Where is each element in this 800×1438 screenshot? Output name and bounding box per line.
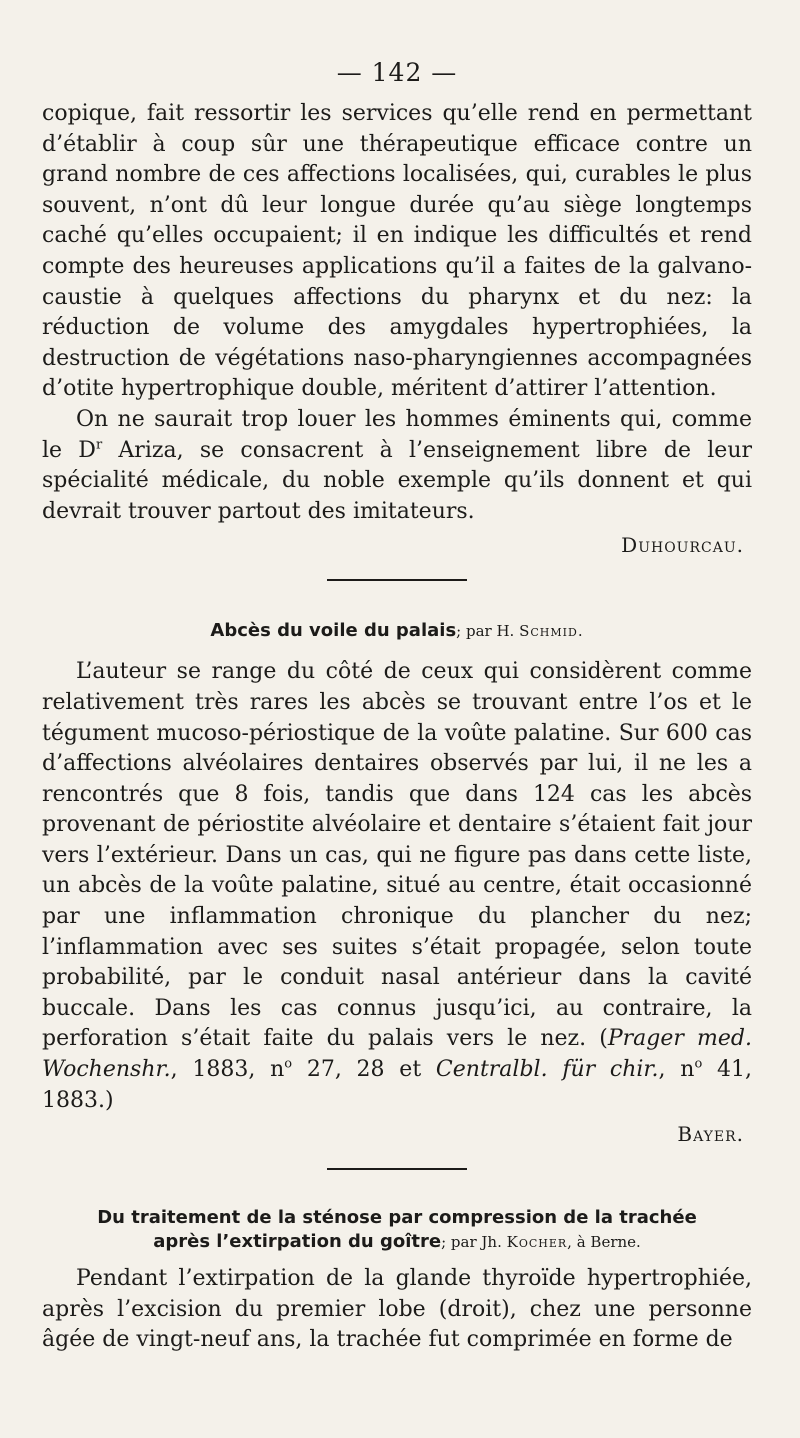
doctor-abbrev-sup: r — [95, 437, 103, 453]
paragraph-thyroide: Pendant l’extirpation de la glande thyroïde hypertrophiée, après l’excision du premier lobe (droit), chez une personne âgée de vingt-neuf ans, la trachée fut comprimée en forme de — [42, 1266, 752, 1353]
article-title-trachee-line1: Du traitement de la sténose par compression de la trachée — [97, 1207, 697, 1229]
reference-prager: Prager med. Wochenshr. — [42, 1026, 752, 1083]
paragraph-abces — [42, 657, 752, 1116]
signature-duhourcau: Duhourcau. — [621, 533, 744, 558]
numero-sup-1: o — [284, 1056, 293, 1072]
article-heading-trachee — [42, 1206, 752, 1254]
paragraph-galvano-caustie: copique, fait ressortir les services qu’elle rend en permettant d’établir à coup sûr une thérapeutique efficace contre un grand nombre de ces affections localisées, qui, curables le plus souvent, n’ont dû leur longue durée qu’au siège longtemps caché qu’elles occupaient; il en indique les difficultés et rend compte des heureuses applications qu’il a faites de la galvano-caustie à quelques affections du pharynx et du nez: la réduction de volume des amygdales hypertrophiées, la destruction de végétations naso-pharyngiennes accompagnées d’otite hypertrophique double, méritent d’attirer l’attention. — [42, 101, 752, 402]
paragraph-ariza-post: Ariza, se consacrent à l’enseignement libre de leur spécialité médicale, du noble exemple qu’ils donnent et qui devrait trouver partout des imitateurs. — [42, 437, 753, 524]
page-number: — 142 — — [336, 58, 458, 87]
section-divider-1 — [327, 579, 467, 581]
paragraph-ariza-pre: On ne saurait trop louer les hommes éminents qui, comme le D — [42, 406, 752, 463]
article-byline-abces — [456, 622, 583, 640]
author-kocher: Kocher — [506, 1233, 568, 1252]
byline-prefix: ; par H. — [456, 622, 520, 641]
reference-centralbl-end: 41, 1883.) — [42, 1057, 753, 1113]
section-divider-2 — [327, 1168, 467, 1170]
article-title-trachee-line2: après l’extirpation du goître — [153, 1231, 442, 1253]
article-heading-abces — [42, 619, 752, 643]
author-schmid: Schmid. — [519, 622, 584, 641]
byline-suffix-kocher: , à Berne. — [567, 1233, 641, 1252]
article-title-abces: Abcès du voile du palais — [210, 620, 457, 642]
reference-centralbl: Centralbl. für chir. — [435, 1057, 659, 1083]
reference-prager-year: , 1883, n — [170, 1057, 285, 1083]
paragraph-abces-body: L’auteur se range du côté de ceux qui considèrent comme relativement très rares les abcès se trouvant entre l’os et le tégument mucoso-périostique de la voûte palatine. Sur 600 cas d’affections alvéolaires dentaires observés par lui, il ne les a rencontrés que 8 fois, tandis que dans 124 cas les abcès provenant de périostite alvéolaire et dentaire s’étaient fait jour vers l’extérieur. Dans un cas, qui ne figure pas dans cette liste, un abcès de la voûte palatine, situé au centre, était occasionné par une inflammation chronique du plancher du nez; l’inflammation avec ses suites s’était propagée, selon toute probabilité, par le conduit nasal antérieur dans la cavité buccale. Dans les cas connus jusqu’ici, au contraire, la perforation s’était faite du palais vers le nez. ( — [42, 659, 752, 1052]
numero-sup-2: o — [694, 1056, 703, 1072]
paragraph-ariza — [42, 405, 752, 527]
article-byline-trachee — [441, 1233, 641, 1251]
reference-centralbl-mid: , n — [658, 1057, 695, 1083]
byline-prefix-kocher: ; par Jh. — [441, 1233, 507, 1252]
article-title-trachee-line2-wrap — [42, 1230, 752, 1254]
signature-bayer: Bayer. — [677, 1122, 744, 1147]
reference-prager-issues: 27, 28 et — [292, 1057, 436, 1083]
